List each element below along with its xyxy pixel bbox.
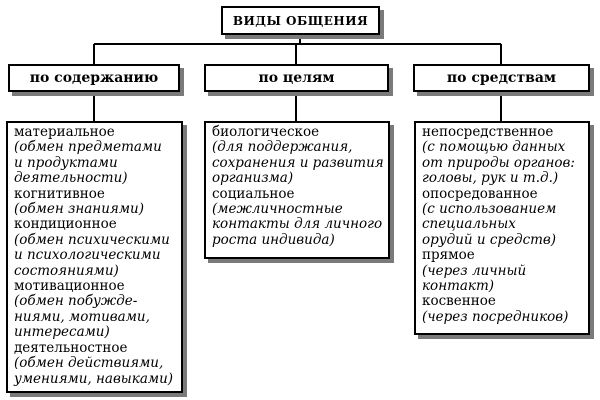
item-description: специальных <box>422 216 516 233</box>
item-description: (для поддержания, <box>212 139 353 156</box>
item-description: (через посредников) <box>422 308 569 325</box>
item-type: опосредованное <box>422 185 538 202</box>
item-description: сохранения и развития <box>212 154 384 171</box>
item-type: мотивационное <box>14 278 125 295</box>
item-type: биологическое <box>212 124 320 140</box>
item-description: орудий и средств) <box>422 231 557 248</box>
item-type: косвенное <box>422 293 496 310</box>
item-type: когнитивное <box>14 185 105 202</box>
item-description: ниями, мотивами, <box>14 308 150 325</box>
item-description: (с использованием <box>422 201 557 218</box>
item-type: кондиционное <box>14 216 117 233</box>
item-description: контакт) <box>422 278 495 295</box>
item-type: социальное <box>212 185 295 202</box>
item-description: (обмен знаниями) <box>14 201 144 218</box>
item-type: материальное <box>14 124 115 140</box>
item-type: деятельностное <box>14 339 128 356</box>
item-description: состояниями) <box>14 262 119 279</box>
item-type: прямое <box>422 247 475 264</box>
item-description: деятельности) <box>14 170 128 187</box>
category-items-goals <box>204 121 390 259</box>
item-description: интересами) <box>14 324 110 341</box>
item-description: (обмен предметами <box>14 139 162 156</box>
item-type: непосредственное <box>422 124 554 140</box>
item-description: (обмен действиями, <box>14 355 164 372</box>
category-header-means <box>413 64 590 92</box>
item-description: (межличностные <box>212 201 343 218</box>
item-description: и психологическими <box>14 247 161 264</box>
root-box <box>221 6 380 35</box>
category-items-means <box>414 121 590 335</box>
item-description: (обмен побужде- <box>14 293 138 310</box>
item-description: от природы органов: <box>422 154 575 171</box>
item-description: (через личный <box>422 262 527 279</box>
category-header-goals <box>204 64 389 92</box>
category-header-label: по содержанию <box>29 70 159 86</box>
category-items-content <box>6 121 183 393</box>
item-description: организма) <box>212 170 294 187</box>
item-description: роста индивида) <box>212 231 335 248</box>
item-description: (с помощью данных <box>422 139 566 156</box>
item-description: контакты для личного <box>212 216 383 233</box>
category-header-content <box>8 64 180 92</box>
item-description: и продуктами <box>14 154 118 171</box>
item-description: умениями, навыками) <box>14 370 174 387</box>
item-description: (обмен психическими <box>14 231 170 248</box>
category-header-label: по целям <box>258 70 335 86</box>
item-description: головы, рук и т.д.) <box>422 170 559 187</box>
root-title: ВИДЫ ОБЩЕНИЯ <box>232 13 369 28</box>
category-header-label: по средствам <box>446 70 557 86</box>
